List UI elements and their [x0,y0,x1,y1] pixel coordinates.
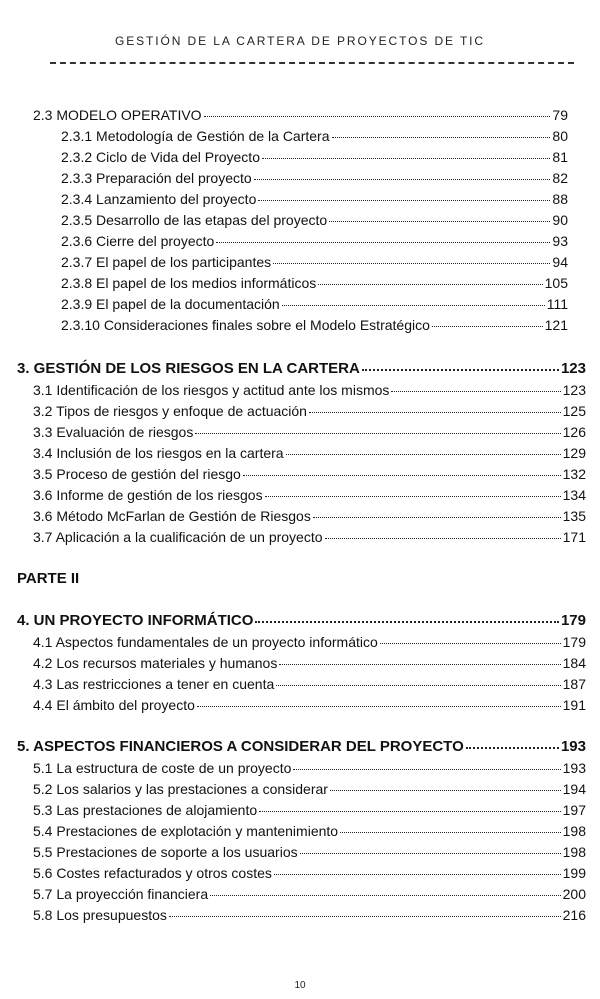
toc-entry-title: 4.1 Aspectos fundamentales de un proyecto informático [33,634,378,650]
toc-entry-page: 126 [562,424,586,440]
toc-chapter-entry[interactable] [17,738,586,756]
toc-entry-title: 2.3.3 Preparación del proyecto [61,170,252,186]
dot-leader [309,412,561,413]
dot-leader [265,496,561,497]
toc-entry-page: 198 [562,823,586,839]
toc-entry-title: 5.7 La proyección financiera [33,886,209,902]
toc-entry[interactable] [61,169,568,187]
dot-leader [332,137,551,138]
dot-leader [243,475,561,476]
dot-leader [362,369,559,371]
toc-entry-page: 171 [562,529,586,545]
toc-entry-title: 4.4 El ámbito del proyecto [33,697,195,713]
toc-entry-page: 198 [562,844,586,860]
toc-entry-page: 111 [546,296,568,312]
toc-entry-page: 90 [552,212,568,228]
dot-leader [340,832,561,833]
toc-entry[interactable] [61,211,568,229]
dot-leader [329,221,550,222]
dot-leader [197,706,561,707]
toc-entry-title: 2.3 MODELO OPERATIVO [33,107,202,123]
toc-entry[interactable] [61,253,568,271]
toc-entry[interactable] [61,232,568,250]
toc-entry-page: 187 [562,676,586,692]
toc-entry[interactable] [33,759,586,777]
toc-entry-page: 94 [552,254,568,270]
header-dashed-rule [50,62,574,64]
dot-leader [169,916,561,917]
toc-entry-title: 5.2 Los salarios y las prestaciones a considerar [33,781,328,797]
dot-leader [380,643,561,644]
toc-entry[interactable] [33,675,586,693]
toc-entry[interactable] [33,906,586,924]
dot-leader [259,811,560,812]
dot-leader [330,790,561,791]
toc-entry-page: 82 [552,170,568,186]
toc-entry-title: 5.3 Las prestaciones de alojamiento [33,802,258,818]
toc-chapter-entry[interactable] [17,360,586,378]
toc-entry-title: 5.8 Los presupuestos [33,907,167,923]
toc-entry-page: 134 [562,487,586,503]
toc-entry[interactable] [33,423,586,441]
toc-entry-title: 3.6 Método McFarlan de Gestión de Riesgos [33,508,311,524]
toc-entry-title: 2.3.4 Lanzamiento del proyecto [61,191,257,207]
dot-leader [318,284,542,285]
dot-leader [286,454,561,455]
dot-leader [282,305,545,306]
toc-chapter-page: 193 [560,738,586,755]
toc-entry[interactable] [33,696,586,714]
toc-entry-page: 129 [562,445,586,461]
toc-entry-page: 123 [562,382,586,398]
toc-entry-page: 88 [552,191,568,207]
dot-leader [255,621,559,623]
dot-leader [325,538,561,539]
toc-entry[interactable] [33,885,586,903]
toc-entry-page: 199 [562,865,586,881]
toc-entry-page: 132 [562,466,586,482]
toc-entry[interactable] [33,402,586,420]
toc-entry[interactable] [61,127,568,145]
toc-entry[interactable] [33,486,586,504]
toc-entry-title: 4.3 Las restricciones a tener en cuenta [33,676,275,692]
toc-chapter-page: 179 [560,612,586,629]
toc-entry-page: 80 [552,128,568,144]
toc-entry-title: 4.2 Los recursos materiales y humanos [33,655,278,671]
dot-leader [262,158,550,159]
dot-leader [432,326,543,327]
dot-leader [210,895,561,896]
toc-entry-page: 193 [562,760,586,776]
toc-entry-title: 2.3.10 Consideraciones finales sobre el Modelo Estratégico [61,317,430,333]
toc-entry-page: 125 [562,403,586,419]
toc-entry-page: 105 [544,275,568,291]
toc-entry-page: 197 [562,802,586,818]
toc-entry-title: 3.2 Tipos de riesgos y enfoque de actuación [33,403,307,419]
toc-entry-page: 216 [562,907,586,923]
toc-entry[interactable] [33,801,586,819]
toc-entry-page: 184 [562,655,586,671]
toc-entry[interactable] [61,274,568,292]
toc-entry-title: 3.6 Informe de gestión de los riesgos [33,487,263,503]
dot-leader [279,664,560,665]
dot-leader [293,769,560,770]
toc-entry-page: 79 [552,107,568,123]
dot-leader [216,242,550,243]
toc-entry[interactable] [33,780,586,798]
toc-entry[interactable] [33,106,568,124]
running-head-title: GESTIÓN DE LA CARTERA DE PROYECTOS DE TIC [115,34,485,48]
toc-entry[interactable] [33,633,586,651]
toc-entry-title: 5.5 Prestaciones de soporte a los usuarios [33,844,298,860]
toc-chapter-entry[interactable] [17,612,586,630]
toc-entry-title: 2.3.9 El papel de la documentación [61,296,280,312]
toc-entry[interactable] [33,507,586,525]
dot-leader [254,179,551,180]
toc-entry[interactable] [61,316,568,334]
toc-entry-title: 2.3.7 El papel de los participantes [61,254,272,270]
page-number: 10 [294,980,306,991]
dot-leader [273,263,550,264]
toc-entry-title: 3.7 Aplicación a la cualificación de un proyecto [33,529,323,545]
toc-entry-title: 5.4 Prestaciones de explotación y mantenimiento [33,823,339,839]
toc-entry-page: 179 [562,634,586,650]
toc-entry-title: 2.3.2 Ciclo de Vida del Proyecto [61,149,260,165]
toc-entry-title: 2.3.1 Metodología de Gestión de la Cartera [61,128,330,144]
toc-entry[interactable] [61,148,568,166]
toc-entry-title: 3.3 Evaluación de riesgos [33,424,194,440]
dot-leader [195,433,560,434]
toc-entry-title: 2.3.8 El papel de los medios informáticos [61,275,317,291]
toc-entry[interactable] [33,381,586,399]
toc-entry-page: 93 [552,233,568,249]
toc-entry[interactable] [61,295,568,313]
toc-entry[interactable] [33,444,586,462]
toc-entry-title: 2.3.5 Desarrollo de las etapas del proyecto [61,212,328,228]
dot-leader [466,747,559,749]
toc-entry-title: 5.1 La estructura de coste de un proyecto [33,760,292,776]
dot-leader [276,685,560,686]
toc-entry[interactable] [33,822,586,840]
toc-entry-title: 3.1 Identificación de los riesgos y actitud ante los mismos [33,382,390,398]
toc-chapter-title: 5. ASPECTOS FINANCIEROS A CONSIDERAR DEL PROYECTO [17,738,464,755]
toc-entry-page: 121 [544,317,568,333]
toc-entry[interactable] [33,465,586,483]
toc-entry-page: 135 [562,508,586,524]
toc-entry-page: 81 [552,149,568,165]
toc-entry-title: 2.3.6 Cierre del proyecto [61,233,215,249]
toc-entry-title: 5.6 Costes refacturados y otros costes [33,865,272,881]
dot-leader [391,391,560,392]
toc-entry-page: 194 [562,781,586,797]
toc-chapter-title: 3. GESTIÓN DE LOS RIESGOS EN LA CARTERA [17,360,360,377]
toc-entry-title: 3.5 Proceso de gestión del riesgo [33,466,241,482]
dot-leader [204,116,551,117]
toc-entry[interactable] [61,190,568,208]
toc-chapter-title: 4. UN PROYECTO INFORMÁTICO [17,612,254,629]
toc-entry-page: 200 [562,886,586,902]
dot-leader [300,853,561,854]
toc-entry[interactable] [33,864,586,882]
part-heading: PARTE II [17,570,80,587]
toc-entry-title: 3.4 Inclusión de los riesgos en la cartera [33,445,284,461]
dot-leader [313,517,561,518]
toc-entry[interactable] [33,843,586,861]
dot-leader [274,874,561,875]
toc-entry-page: 191 [562,697,586,713]
toc-entry[interactable] [33,654,586,672]
toc-entry[interactable] [33,528,586,546]
toc-chapter-page: 123 [560,360,586,377]
dot-leader [258,200,550,201]
